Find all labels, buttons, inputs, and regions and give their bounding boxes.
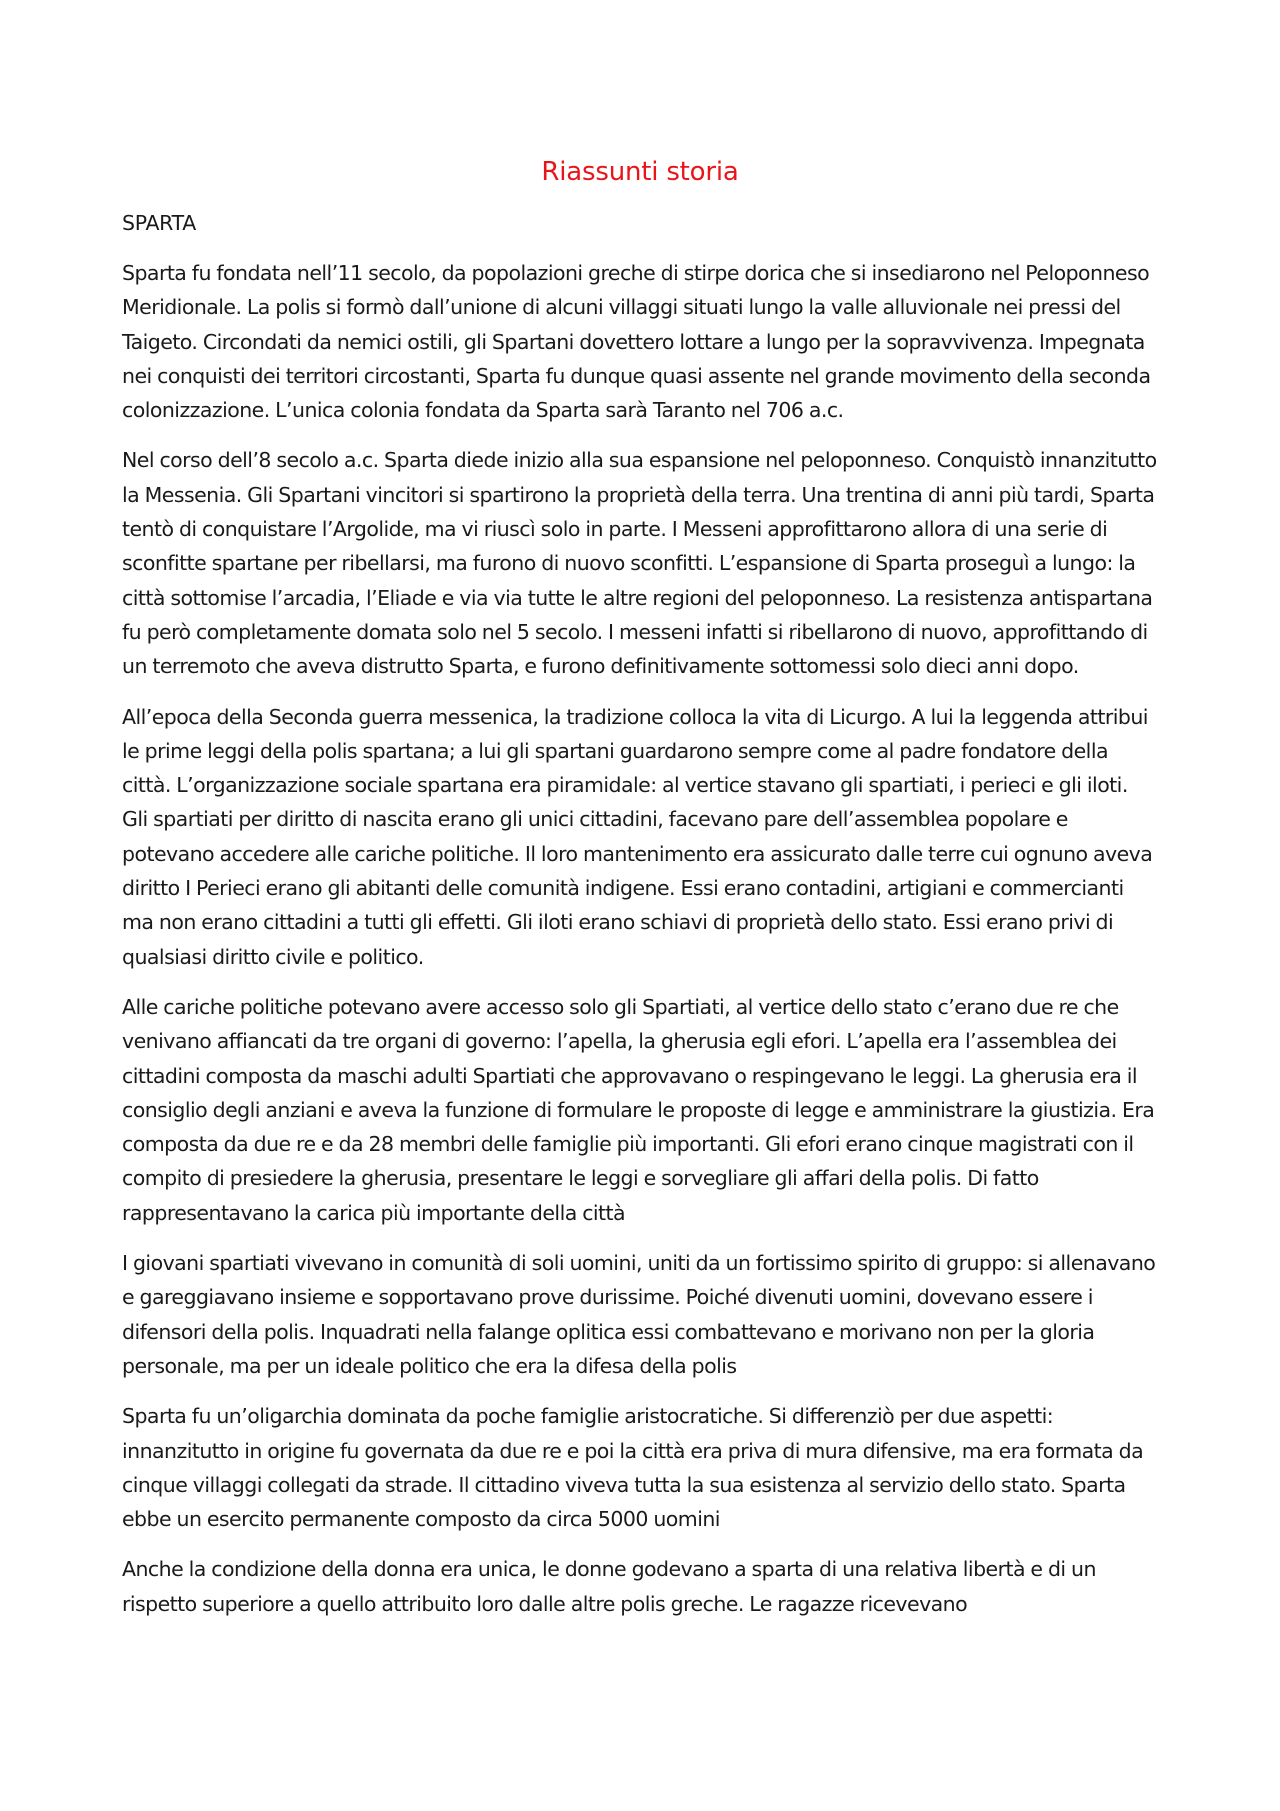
paragraph-5: I giovani spartiati vivevano in comunità di soli uomini, uniti da un fortissimo spirito di gruppo: si allenavano e gareggiavano insieme e sopportavano prove durissime. Poiché divenuti uomini, dovevano essere i difensori della polis. Inquadrati nella falange oplitica essi combattevano e morivano non per la gloria personale, ma per un ideale politico che era la difesa della polis (122, 1251, 1156, 1378)
paragraph-1: Sparta fu fondata nell’11 secolo, da popolazioni greche di stirpe dorica che si insediarono nel Peloponneso Meridionale. La polis si formò dall’unione di alcuni villaggi situati lungo la valle alluvionale nei pressi del Taigeto. Circondati da nemici ostili, gli Spartani dovettero lottare a lungo per la sopravvivenza. Impegnata nei conquisti dei territori circostanti, Sparta fu dunque quasi assente nel grande movimento della seconda colonizzazione. L’unica colonia fondata da Sparta sarà Taranto nel 706 a.c. (122, 261, 1151, 423)
paragraph-3: All’epoca della Seconda guerra messenica, la tradizione colloca la vita di Licurgo. A lui la leggenda attribui le prime leggi della polis spartana; a lui gli spartani guardarono sempre come al padre fondatore della città. L’organizzazione sociale spartana era piramidale: al vertice stavano gli spartiati, i perieci e gli iloti. Gli spartiati per diritto di nascita erano gli unici cittadini, facevano pare dell’assemblea popolare e potevano accedere alle cariche politiche. Il loro mantenimento era assicurato dalle terre cui ognuno aveva diritto I Perieci erano gli abitanti delle comunità indigene. Essi erano contadini, artigiani e commercianti ma non erano cittadini a tutti gli effetti. Gli iloti erano schiavi di proprietà dello stato. Essi erano privi di qualsiasi diritto civile e politico. (122, 704, 1153, 969)
section-heading: SPARTA (122, 211, 196, 235)
paragraph-4: Alle cariche politiche potevano avere accesso solo gli Spartiati, al vertice dello stato c’erano due re che venivano affiancati da tre organi di governo: l’apella, la gherusia egli efori. L’apella era l’assemblea dei cittadini composta da maschi adulti Spartiati che approvavano o respingevano le leggi. La gherusia era il consiglio degli anziani e aveva la funzione di formulare le proposte di legge e amministrare la giustizia. Era composta da due re e da 28 membri delle famiglie più importanti. Gli efori erano cinque magistrati con il compito di presiedere la gherusia, presentare le leggi e sorvegliare gli affari della polis. Di fatto rappresentavano la carica più importante della città (122, 994, 1155, 1225)
document-title: Riassunti storia (541, 157, 739, 187)
paragraph-6: Sparta fu un’oligarchia dominata da poche famiglie aristocratiche. Si differenziò per due aspetti: innanzitutto in origine fu governata da due re e poi la città era priva di mura difensive, ma era formata da cinque villaggi collegati da strade. Il cittadino viveva tutta la sua esistenza al servizio dello stato. Sparta ebbe un esercito permanente composto da circa 5000 uomini (122, 1404, 1144, 1532)
paragraph-7: Anche la condizione della donna era unica, le donne godevano a sparta di una relativa libertà e di un rispetto superiore a quello attribuito loro dalle altre polis greche. Le ragazze ricevevano (122, 1557, 1096, 1616)
paragraph-2: Nel corso dell’8 secolo a.c. Sparta diede inizio alla sua espansione nel peloponneso. Conquistò innanzitutto la Messenia. Gli Spartani vincitori si spartirono la proprietà della terra. Una trentina di anni più tardi, Sparta tentò di conquistare l’Argolide, ma vi riuscì solo in parte. I Messeni approfittarono allora di una serie di sconfitte spartane per ribellarsi, ma furono di nuovo sconfitti. L’espansione di Sparta proseguì a lungo: la città sottomise l’arcadia, l’Eliade e via via tutte le altre regioni del peloponneso. La resistenza antispartana fu però completamente domata solo nel 5 secolo. I messeni infatti si ribellarono di nuovo, approfittando di un terremoto che aveva distrutto Sparta, e furono definitivamente sottomessi solo dieci anni dopo. (122, 448, 1157, 679)
